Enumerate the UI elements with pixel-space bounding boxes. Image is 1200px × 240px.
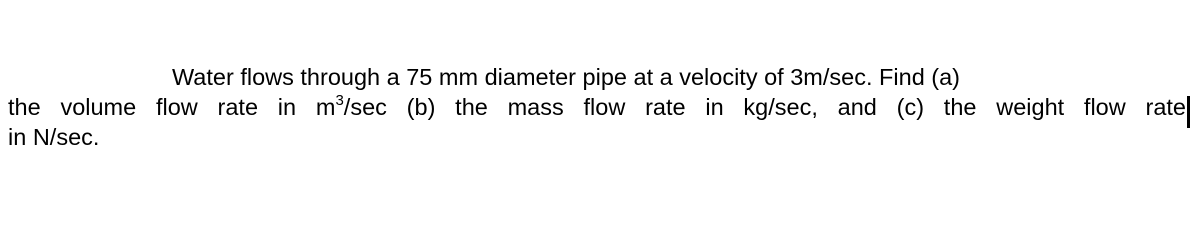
problem-text: [8, 62, 1186, 152]
cubic-exponent: 3: [335, 92, 344, 110]
problem-line-2-start: the volume flow rate in m: [8, 94, 336, 120]
problem-line-1: Water flows through a 75 mm diameter pipe at a velocity of 3m/sec. Find (a): [172, 64, 961, 90]
problem-line-2-end: /sec (b) the mass flow rate in kg/sec, and (c) the weight flow rate: [343, 94, 1186, 120]
problem-line-3: in N/sec.: [8, 124, 100, 150]
text-cursor-bar: [1187, 96, 1190, 128]
problem-line-2: [8, 92, 1186, 122]
